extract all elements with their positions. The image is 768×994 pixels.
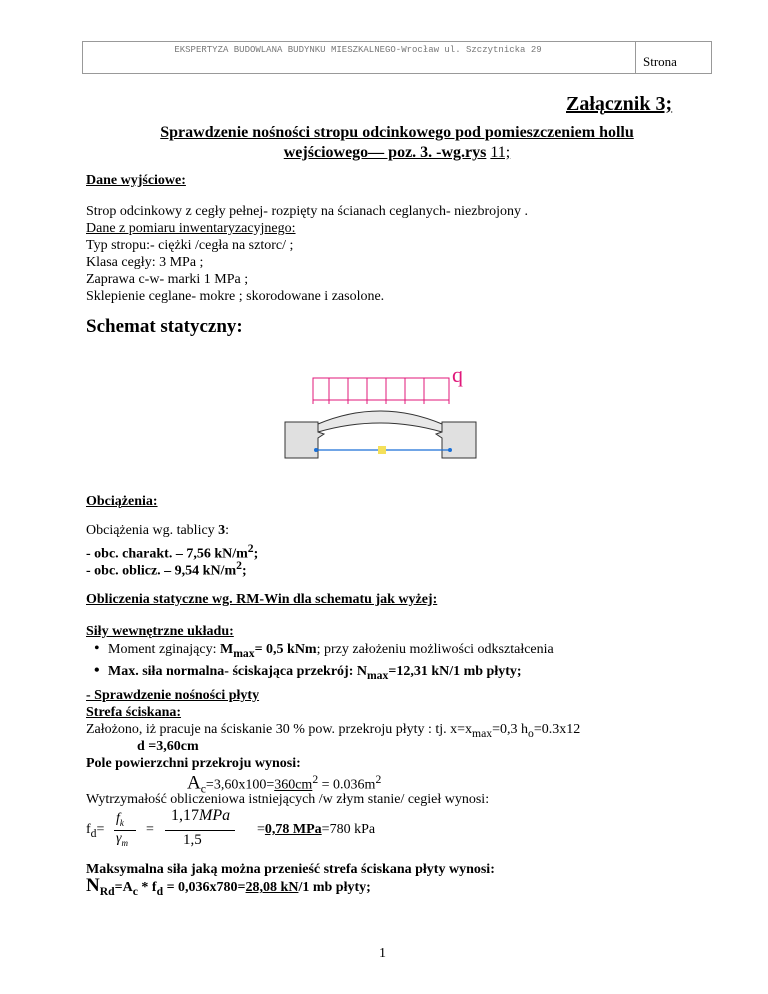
nrd-sub: Rd xyxy=(99,884,115,898)
zal-sub: max xyxy=(472,726,493,740)
dane-line: Dane z pomiaru inwentaryzacyjnego: xyxy=(86,221,296,236)
page-number: 1 xyxy=(379,946,386,961)
header-page-label: Strona xyxy=(643,54,677,69)
nrd-sub2: c xyxy=(132,884,138,898)
nrd-symbol: N xyxy=(86,875,100,896)
num-value: 1,17 xyxy=(171,807,199,824)
res-kpa: =780 kPa xyxy=(321,822,376,837)
moment-value: = 0,5 kNm xyxy=(254,642,317,657)
obliczenia-heading: Obliczenia statyczne wg. RM-Win dla schematu jak wyżej: xyxy=(86,592,438,607)
eq-sign-2: = xyxy=(146,822,154,837)
zal-text2: =0,3 h xyxy=(492,722,529,737)
ac-sup2: 2 xyxy=(375,773,382,786)
normal-label: Max. siła normalna- ściskająca przekrój: N xyxy=(108,663,367,679)
fk-letter: f xyxy=(116,811,120,826)
nrd-unit: /1 mb płyty; xyxy=(298,880,371,895)
obciazenia-heading: Obciążenia: xyxy=(86,494,158,509)
moment-symbol: M xyxy=(219,642,234,657)
header-divider xyxy=(635,42,636,73)
distributed-load xyxy=(313,378,449,404)
nrd-mult: * f xyxy=(137,880,157,895)
doc-title-line2-num: 11; xyxy=(490,144,511,161)
ac-result-m: = 0.036m xyxy=(318,777,376,793)
zal-text: Założono, iż pracuje na ściskanie 30 % pow. przekroju płyty : tj. x=x xyxy=(86,722,473,737)
obciazenia-table-number: 3 xyxy=(218,523,226,538)
strefa-heading: Strefa ściskana: xyxy=(86,705,182,720)
zal-text3: =0.3x12 xyxy=(533,722,581,737)
vault-arch xyxy=(318,411,442,432)
nrd-line xyxy=(86,875,371,900)
doc-title-line1: Sprawdzenie nośności stropu odcinkowego pod pomieszczeniem hollu xyxy=(160,124,634,141)
fraction-line-2 xyxy=(165,830,235,831)
sily-item-moment xyxy=(86,641,554,663)
dane-line: Typ stropu:- ciężki /cegła na sztorc/ ; xyxy=(86,238,294,253)
dane-line: Strop odcinkowy z cegły pełnej- rozpięty na ścianach ceglanych- niezbrojony . xyxy=(86,204,529,219)
normal-value: =12,31 kN/1 mb płyty; xyxy=(388,663,522,679)
oblicz-sup: 2 xyxy=(236,559,242,572)
sily-heading: Siły wewnętrzne układu: xyxy=(86,624,234,639)
header-title: EKSPERTYZA BUDOWLANA BUDYNKU MIESZKALNEGO-Wrocław ul. Szczytnicka 29 xyxy=(174,45,542,55)
page-header xyxy=(82,41,712,74)
doc-title-line2 xyxy=(82,143,712,162)
obciazenia-oblicz xyxy=(86,558,247,580)
support-left xyxy=(314,448,318,452)
ac-result-cm: 360cm xyxy=(274,777,313,793)
fd-sub: d xyxy=(90,826,97,840)
spr-heading: - Sprawdzenie nośności płyty xyxy=(86,688,260,703)
oblicz-text: - obc. oblicz. – 9,54 kN/m xyxy=(86,563,237,579)
ac-sub: c xyxy=(200,782,206,796)
sily-list xyxy=(86,641,554,685)
fd-eq: = xyxy=(96,822,105,837)
doc-title-line2-main: wejściowego— poz. 3. -wg.rys xyxy=(283,144,487,161)
sily-item-normal xyxy=(86,663,554,685)
gm-denominator xyxy=(116,831,128,848)
gm-letter: γ xyxy=(116,831,122,846)
ac-sup: 2 xyxy=(312,773,319,786)
dane-line: Klasa cegły: 3 MPa ; xyxy=(86,255,204,270)
gm-sub: m xyxy=(121,837,129,848)
ac-calc: =3,60x100= xyxy=(205,777,275,793)
obciazenia-intro-colon: : xyxy=(225,523,230,538)
ac-symbol: A xyxy=(187,772,201,794)
zal-sub2: o xyxy=(528,726,534,740)
d-line: d =3,60cm xyxy=(137,739,199,754)
nrd-result: 28,08 kN xyxy=(245,880,299,895)
normal-sub: max xyxy=(366,668,389,682)
charakt-sup: 2 xyxy=(247,542,254,555)
annex-title: Załącznik 3; xyxy=(566,93,673,115)
moment-label: Moment zginający: xyxy=(108,642,220,657)
res-mpa: 0,78 MPa xyxy=(264,822,322,837)
static-scheme-diagram xyxy=(280,360,480,465)
res-eq: = xyxy=(257,822,265,837)
oblicz-semi: ; xyxy=(241,563,247,579)
fk-numerator xyxy=(116,811,124,828)
fd-symbol xyxy=(86,822,104,840)
dane-line: Sklepienie ceglane- mokre ; skorodowane i zasolone. xyxy=(86,289,385,304)
wytrzymalosc-line: Wytrzymałość obliczeniowa istniejących /w złym stanie/ cegieł wynosi: xyxy=(86,792,490,807)
midspan-node xyxy=(378,446,386,454)
nrd-eq: =A xyxy=(114,880,133,895)
nrd-calc: = 0,036x780= xyxy=(163,880,246,895)
load-label-q: q xyxy=(452,362,463,387)
fd-letter: f xyxy=(86,822,91,837)
obciazenia-intro xyxy=(86,523,229,539)
fd-result xyxy=(257,822,375,838)
num-1-17 xyxy=(171,807,230,825)
den-1-5: 1,5 xyxy=(183,832,202,848)
pole-heading: Pole powierzchni przekroju wynosi: xyxy=(86,756,301,771)
support-right xyxy=(448,448,452,452)
dane-line: Zaprawa c-w- marki 1 MPa ; xyxy=(86,272,249,287)
charakt-text: - obc. charakt. – 7,56 kN/m xyxy=(86,546,248,562)
moment-note: ; przy założeniu możliwości odkształcenia xyxy=(316,642,554,657)
num-unit: MPa xyxy=(199,807,231,824)
schemat-heading: Schemat statyczny: xyxy=(86,316,243,337)
moment-sub: max xyxy=(233,646,255,660)
obciazenia-intro-text: Obciążenia wg. tablicy xyxy=(86,523,219,538)
fk-sub: k xyxy=(119,817,124,828)
maks-heading: Maksymalna siła jaką można przenieść strefa ściskana płyty wynosi: xyxy=(86,862,495,877)
charakt-semi: ; xyxy=(253,546,259,562)
nrd-sub3: d xyxy=(156,884,164,898)
dane-heading: Dane wyjściowe: xyxy=(86,173,186,188)
